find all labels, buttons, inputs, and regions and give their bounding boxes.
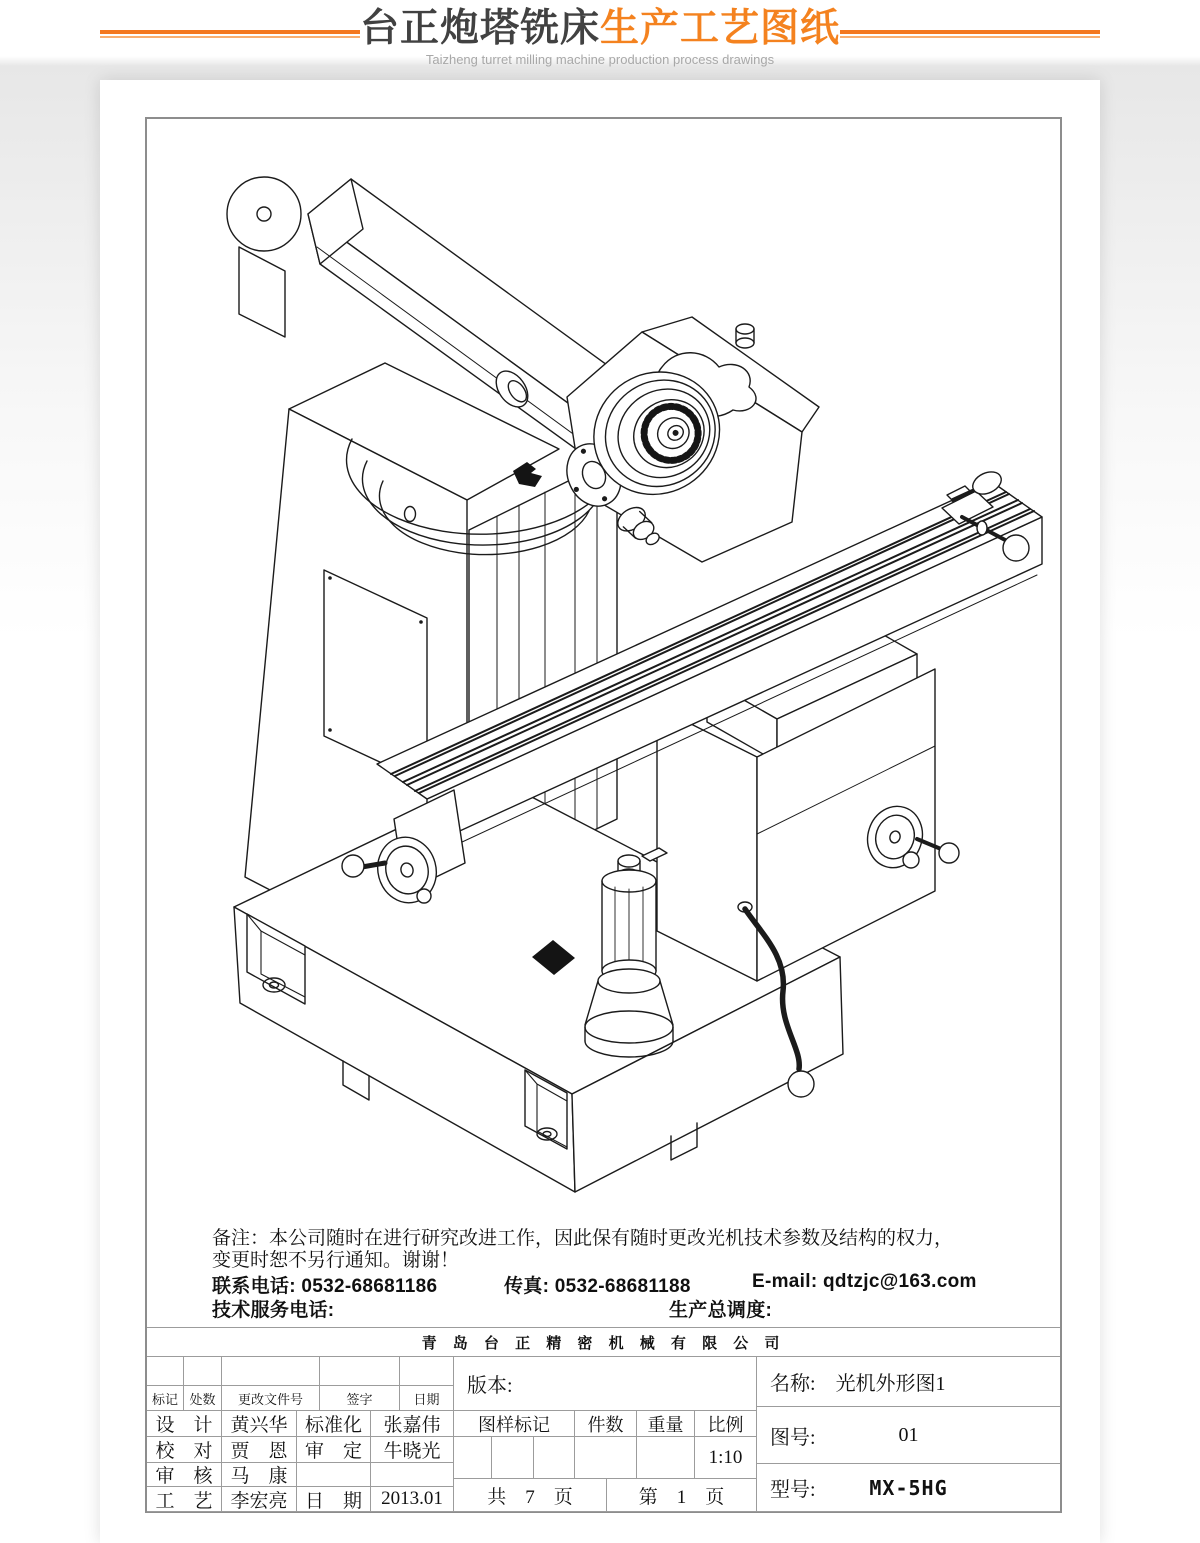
rev-header-mark: 标记: [147, 1386, 184, 1411]
contact-fax: 传真: 0532-68681188: [504, 1276, 691, 1297]
rev-header-count: 处数: [184, 1386, 222, 1411]
machine-drawing: [147, 119, 1060, 1219]
title-block: [147, 1327, 1060, 1511]
name-label: 名称:: [770, 1373, 816, 1395]
remark-line2: 变更时恕不另行通知。谢谢！: [212, 1250, 460, 1271]
signer-name: 黄兴华: [222, 1411, 297, 1437]
page-title-orange: 生产工艺图纸: [600, 7, 841, 50]
stamp-header-scale: 比例: [695, 1411, 757, 1437]
page-number: 第 1 页: [607, 1479, 757, 1512]
signer-name: 李宏亮: [222, 1487, 297, 1512]
signer-name2: 张嘉伟: [371, 1411, 454, 1437]
stamp-cell-empty: [637, 1437, 695, 1479]
rev-header-docno: 更改文件号: [222, 1386, 320, 1411]
signer-name2: 牛晓光: [371, 1437, 454, 1463]
rev-cell-empty: [400, 1357, 454, 1386]
stamp-cell-empty: [534, 1437, 575, 1479]
stamp-header-qty: 件数: [575, 1411, 637, 1437]
model-value: MX-5HG: [869, 1475, 948, 1500]
pages-total: 共 7 页: [454, 1479, 607, 1512]
contact-email: E-mail: qdtzjc@163.com: [752, 1271, 977, 1292]
drawing-no-value: 01: [898, 1423, 919, 1446]
page-title-dark: 台正炮塔铣床: [359, 7, 600, 50]
version-label: 版本:: [454, 1357, 757, 1411]
drawing-no-label: 图号:: [770, 1426, 816, 1449]
signer-name: 马 康: [222, 1463, 297, 1487]
stamp-cell-empty: [454, 1437, 492, 1479]
remark-line1: 备注：本公司随时在进行研究改进工作，因此保有随时更改光机技术参数及结构的权力，: [212, 1228, 954, 1249]
model-cell: [757, 1464, 1060, 1512]
signer-role: 设 计: [147, 1411, 222, 1437]
name-value: 光机外形图1: [835, 1373, 946, 1395]
model-label: 型号:: [770, 1479, 816, 1501]
signer-name2: 2013.01: [371, 1487, 454, 1512]
stamp-header-weight: 重量: [637, 1411, 695, 1437]
service-phone-label: 技术服务电话:: [212, 1300, 335, 1321]
company-name: 青 岛 台 正 精 密 机 械 有 限 公 司: [147, 1328, 1060, 1357]
rev-cell-empty: [184, 1357, 222, 1386]
stamp-cell-empty: [492, 1437, 534, 1479]
signer-role2: 审 定: [297, 1437, 371, 1463]
dispatch-label: 生产总调度:: [669, 1300, 773, 1321]
signer-role: 审 核: [147, 1463, 222, 1487]
page-header: [0, 0, 1200, 78]
signer-role2: 日 期: [297, 1487, 371, 1512]
rev-cell-empty: [147, 1357, 184, 1386]
drawing-frame: [145, 117, 1062, 1513]
signer-name: 贾 恩: [222, 1437, 297, 1463]
signer-name2: [371, 1463, 454, 1487]
drawing-no-cell: [757, 1407, 1060, 1464]
signer-role2: [297, 1463, 371, 1487]
signer-role: 校 对: [147, 1437, 222, 1463]
page-subtitle: Taizheng turret milling machine production process drawings: [425, 52, 775, 67]
contact-phone: 联系电话: 0532-68681186: [212, 1276, 438, 1297]
name-cell: [757, 1357, 1060, 1407]
rev-cell-empty: [320, 1357, 400, 1386]
rev-cell-empty: [222, 1357, 320, 1386]
signer-role: 工 艺: [147, 1487, 222, 1512]
scale-value: 1:10: [695, 1437, 757, 1479]
rev-header-date: 日期: [400, 1386, 454, 1411]
drawing-sheet: [100, 80, 1100, 1543]
signer-role2: 标准化: [297, 1411, 371, 1437]
stamp-cell-empty: [575, 1437, 637, 1479]
stamp-header-mark: 图样标记: [454, 1411, 575, 1437]
rev-header-sign: 签字: [320, 1386, 400, 1411]
page-title: [0, 6, 1200, 52]
